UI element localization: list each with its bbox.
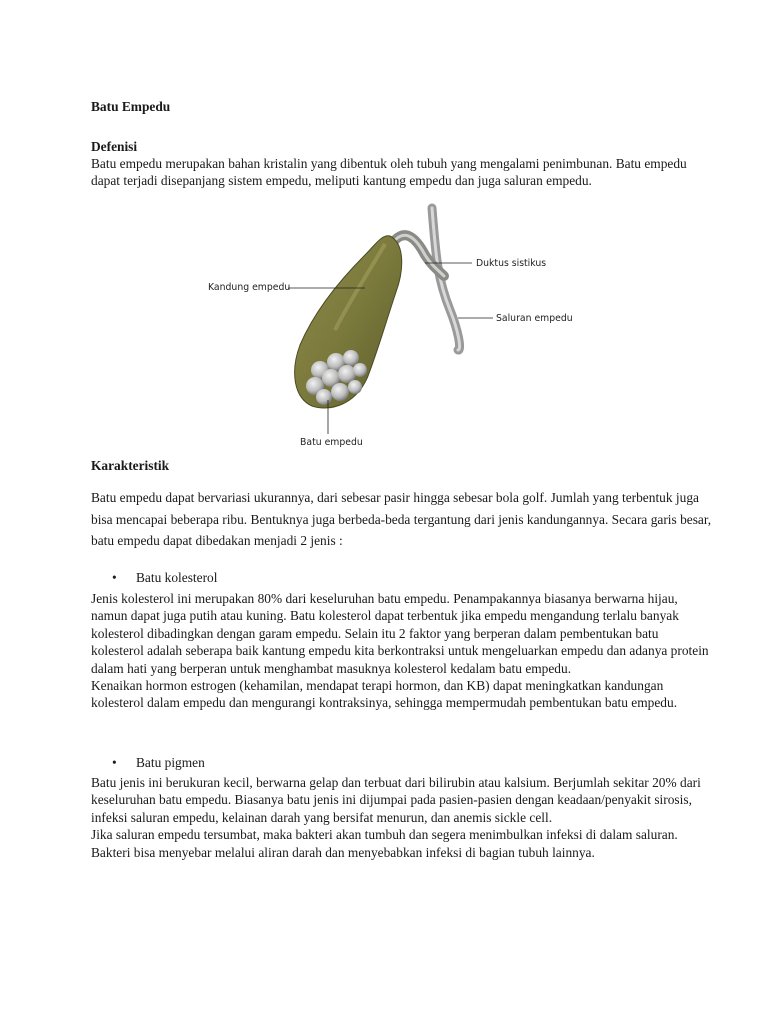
bullet-item-kolesterol	[112, 569, 217, 586]
gallbladder-illustration	[200, 200, 580, 460]
characteristics-heading: Karakteristik	[91, 458, 170, 473]
page-title: Batu Empedu	[91, 99, 171, 114]
label-batu-empedu: Batu empedu	[300, 437, 363, 448]
gallbladder-figure	[200, 200, 580, 460]
bullet-item-pigmen	[112, 754, 205, 771]
paragraph: Jenis kolesterol ini merupakan 80% dari keseluruhan batu empedu. Penampakannya biasanya berwarna hijau, namun dapat juga putih atau kuning. Batu kolesterol dapat terbentuk jika empedu mengandung terlalu banyak kolesterol dibadingkan dengan garam empedu. Selain itu 2 faktor yang berperan dalam pembentukan batu kolesterol adalah seberapa baik kantung empedu kita berkontraksi untuk mengeluarkan empedu dan adanya protein dalam hati yang berperan untuk menghambat masuknya kolesterol kedalam batu empedu.	[91, 591, 709, 676]
bullet-label: Batu kolesterol	[136, 570, 218, 585]
paragraph: Batu jenis ini berukuran kecil, berwarna gelap dan terbuat dari bilirubin atau kalsium. Berjumlah sekitar 20% dari keseluruhan batu empedu. Biasanya batu jenis ini dijumpai pada pasien-pasien dengan keadaan/penyakit sirosis, infeksi saluran empedu, kelainan darah yang bersifat menurun, dan anemis sickle cell.	[91, 775, 701, 825]
definition-paragraph: Batu empedu merupakan bahan kristalin yang dibentuk oleh tubuh yang mengalami penimbunan. Batu empedu dapat terjadi disepanjang sistem empedu, meliputi kantung empedu dan juga saluran empedu.	[91, 156, 687, 189]
bullet-marker: •	[112, 570, 117, 585]
paragraph: Kenaikan hormon estrogen (kehamilan, mendapat terapi hormon, dan KB) dapat meningkatkan kandungan kolesterol dalam empedu dan mengurangi kontraksinya, sehingga mempermudah pembentukan batu empedu.	[91, 678, 678, 711]
label-duktus-sistikus: Duktus sistikus	[476, 258, 547, 269]
pigmen-description	[91, 774, 714, 861]
label-saluran-empedu: Saluran empedu	[496, 313, 573, 324]
bullet-marker: •	[112, 755, 117, 770]
kolesterol-description	[91, 590, 714, 712]
paragraph: Jika saluran empedu tersumbat, maka bakteri akan tumbuh dan segera menimbulkan infeksi di dalam saluran. Bakteri bisa menyebar melalui aliran darah dan menyebabkan infeksi di bagian tubuh lainnya.	[91, 827, 678, 860]
label-kandung-empedu: Kandung empedu	[208, 282, 291, 293]
characteristics-intro: Batu empedu dapat bervariasi ukurannya, dari sebesar pasir hingga sebesar bola golf. Jumlah yang terbentuk juga bisa mencapai beberapa ribu. Bentuknya juga berbeda-beda tergantung dari jenis kandungannya. Secara garis besar, batu empedu dapat dibedakan menjadi 2 jenis :	[91, 490, 712, 548]
bullet-label: Batu pigmen	[136, 755, 205, 770]
definition-heading: Defenisi	[91, 139, 138, 154]
